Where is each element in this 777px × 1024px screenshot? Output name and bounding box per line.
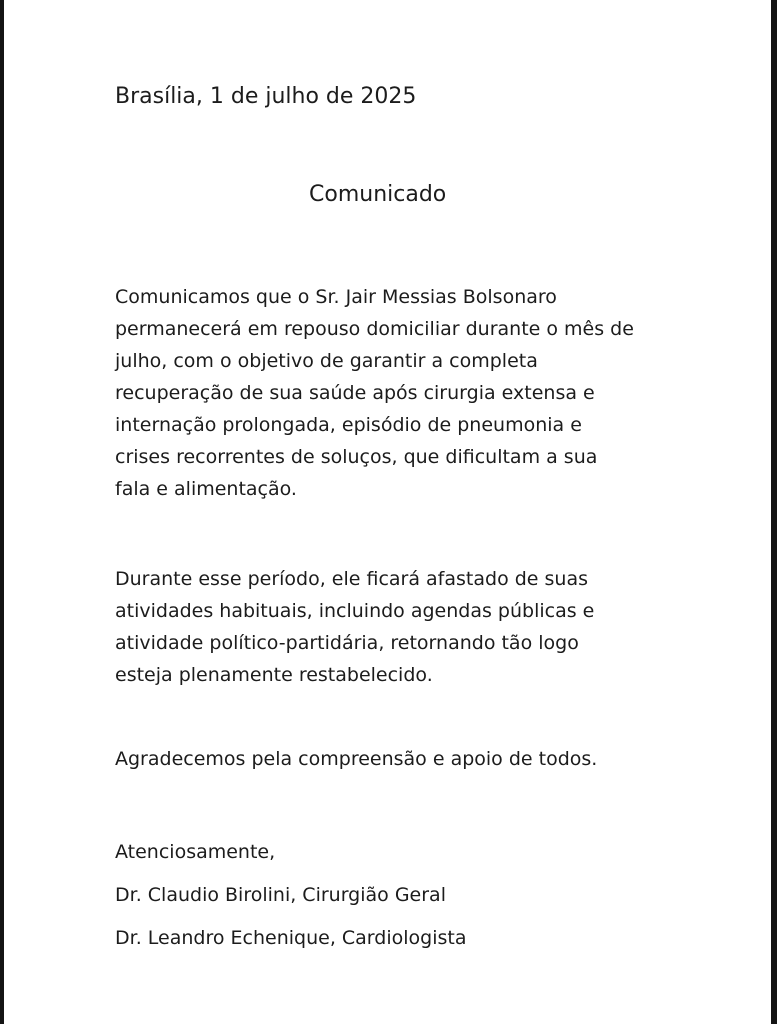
paragraph-line: julho, com o objetivo de garantir a completa bbox=[115, 350, 538, 372]
paragraph-announcement bbox=[115, 281, 634, 505]
closing-salutation: Atenciosamente, bbox=[115, 841, 276, 863]
paragraph-line: Durante esse período, ele ficará afastado de suas bbox=[115, 568, 589, 590]
place-date: Brasília, 1 de julho de 2025 bbox=[115, 84, 417, 109]
paragraph-line: fala e alimentação. bbox=[115, 478, 297, 500]
paragraph-line: Comunicamos que o Sr. Jair Messias Bolsonaro bbox=[115, 286, 557, 308]
left-border bbox=[0, 0, 4, 1024]
paragraph-absence bbox=[115, 563, 594, 691]
signatory-cardiologist: Dr. Leandro Echenique, Cardiologista bbox=[115, 927, 467, 949]
paragraph-line: crises recorrentes de soluços, que dificultam a sua bbox=[115, 446, 598, 468]
document-title: Comunicado bbox=[309, 182, 447, 207]
paragraph-line: Agradecemos pela compreensão e apoio de todos. bbox=[115, 748, 598, 770]
paragraph-line: permanecerá em repouso domiciliar durante o mês de bbox=[115, 318, 634, 340]
right-border bbox=[771, 0, 777, 1024]
paragraph-line: recuperação de sua saúde após cirurgia extensa e bbox=[115, 382, 595, 404]
paragraph-line: atividade político-partidária, retornando tão logo bbox=[115, 632, 579, 654]
paragraph-line: esteja plenamente restabelecido. bbox=[115, 664, 433, 686]
paragraph-line: internação prolongada, episódio de pneumonia e bbox=[115, 414, 582, 436]
paragraph-thanks bbox=[115, 743, 597, 775]
signatory-surgeon: Dr. Claudio Birolini, Cirurgião Geral bbox=[115, 884, 446, 906]
paragraph-line: atividades habituais, incluindo agendas públicas e bbox=[115, 600, 595, 622]
signature-block bbox=[115, 831, 466, 960]
